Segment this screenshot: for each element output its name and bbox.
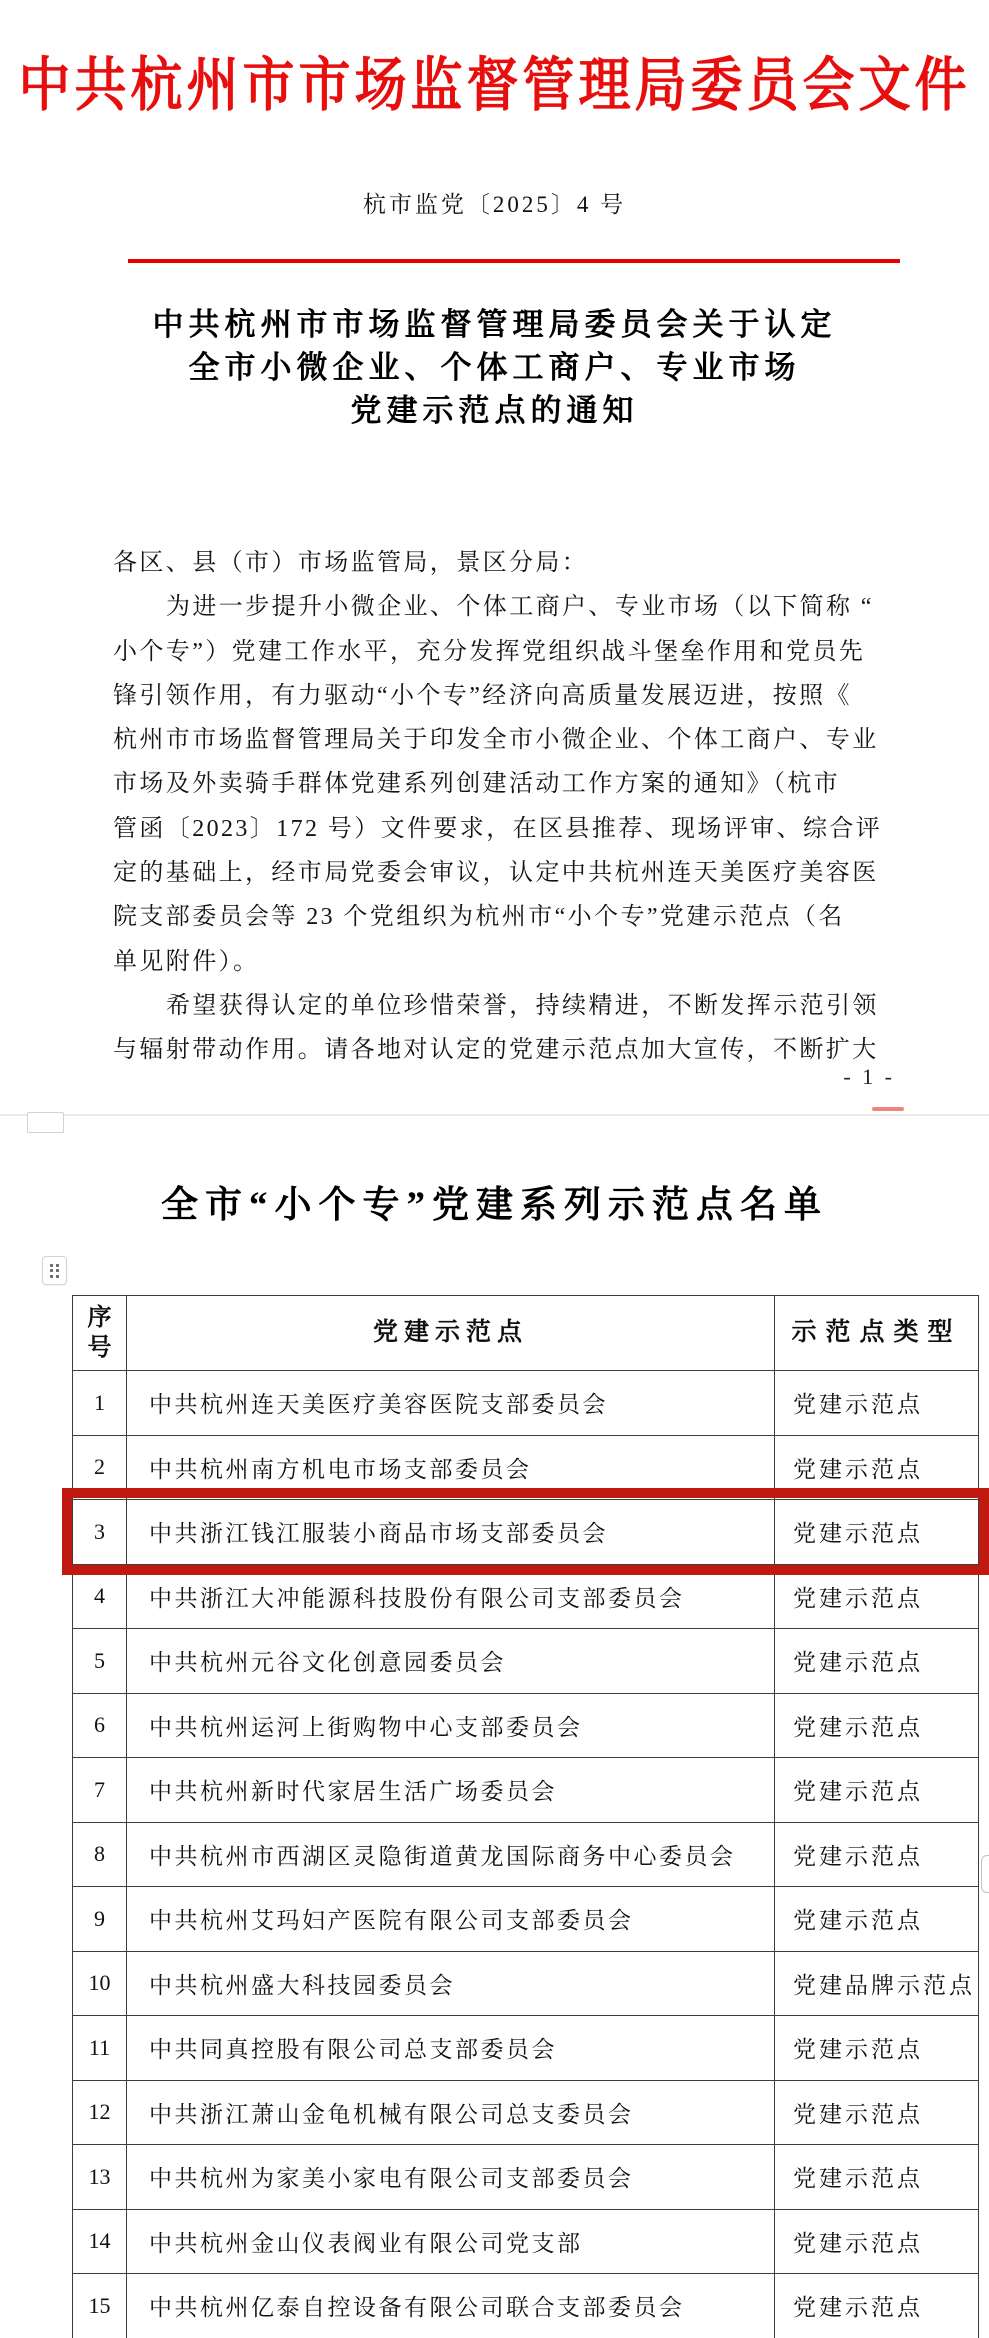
table-cell-name: 中共杭州新时代家居生活广场委员会 (127, 1758, 775, 1823)
table-cell-type: 党建示范点 (775, 2274, 979, 2338)
table-row (73, 1822, 979, 1887)
document-title-line: 全市小微企业、个体工商户、专业市场 (188, 350, 801, 385)
document-body-line: 希望获得认定的单位珍惜荣誉，持续精进，不断发挥示范引领 (166, 992, 879, 1019)
document-body-line: 各区、县（市）市场监管局，景区分局： (113, 550, 589, 576)
document-body (113, 541, 913, 1073)
table-cell-name: 中共浙江大冲能源科技股份有限公司支部委员会 (127, 1564, 775, 1629)
document-title-line: 党建示范点的通知 (350, 393, 639, 428)
page-number: - 1 - (843, 1064, 895, 1089)
table-row (73, 1887, 979, 1952)
table-cell-no: 2 (73, 1435, 127, 1500)
table-cell-name: 中共杭州为家美小家电有限公司支部委员会 (127, 2145, 775, 2210)
drag-dots-icon (50, 1264, 59, 1278)
red-mark (872, 1107, 904, 1111)
document-title-line: 中共杭州市市场监督管理局委员会关于认定 (152, 307, 837, 342)
table-cell-type: 党建示范点 (775, 1693, 979, 1758)
table-row (73, 2145, 979, 2210)
document-org-header: 中共杭州市市场监督管理局委员会文件 (18, 54, 971, 119)
table-cell-type: 党建示范点 (775, 1500, 979, 1565)
table-row (73, 2274, 979, 2338)
column-header-no: 序号 (73, 1296, 127, 1371)
table-cell-no: 12 (73, 2080, 127, 2145)
attachment-title: 全市“小个专”党建系列示范点名单 (161, 1185, 828, 1226)
table-cell-no: 3 (73, 1500, 127, 1565)
table-cell-no: 13 (73, 2145, 127, 2210)
document-title (0, 303, 989, 432)
document-body-line: 管函〔2023〕172 号）文件要求，在区县推荐、现场评审、综合评 (113, 815, 883, 842)
table-cell-name: 中共杭州金山仪表阀业有限公司党支部 (127, 2209, 775, 2274)
document-body-line: 院支部委员会等 23 个党组织为杭州市“小个专”党建示范点（名 (113, 904, 845, 931)
page-separator (0, 1114, 989, 1116)
table-cell-no: 1 (73, 1371, 127, 1436)
table-row (73, 1951, 979, 2016)
document-body-line: 定的基础上，经市局党委会审议，认定中共杭州连天美医疗美容医 (113, 860, 879, 887)
table-row (73, 1693, 979, 1758)
table-cell-name: 中共杭州盛大科技园委员会 (127, 1951, 775, 2016)
table-cell-no: 15 (73, 2274, 127, 2338)
column-header-type: 示范点类型 (775, 1296, 979, 1371)
drag-handle-icon[interactable] (42, 1256, 67, 1285)
table-cell-type: 党建示范点 (775, 2209, 979, 2274)
document-body-line: 单见附件）。 (113, 948, 260, 975)
table-cell-name: 中共浙江萧山金龟机械有限公司总支委员会 (127, 2080, 775, 2145)
table-row (73, 2209, 979, 2274)
table-cell-type: 党建品牌示范点 (775, 1951, 979, 2016)
table-cell-no: 8 (73, 1822, 127, 1887)
demo-points-table (72, 1295, 979, 2338)
table-cell-name: 中共杭州亿泰自控设备有限公司联合支部委员会 (127, 2274, 775, 2338)
column-header-name: 党建示范点 (127, 1296, 775, 1371)
table-cell-no: 11 (73, 2016, 127, 2081)
table-cell-type: 党建示范点 (775, 1887, 979, 1952)
table-cell-type: 党建示范点 (775, 1822, 979, 1887)
table-cell-type: 党建示范点 (775, 1371, 979, 1436)
document-body-line: 市场及外卖骑手群体党建系列创建活动工作方案的通知》（杭市 (113, 771, 841, 798)
document-body-line: 锋引领作用，有力驱动“小个专”经济向高质量发展迈进，按照《 (113, 682, 852, 709)
table-cell-no: 5 (73, 1629, 127, 1694)
doc-number: 杭市监党〔2025〕4 号 (362, 192, 627, 217)
table-cell-type: 党建示范点 (775, 2145, 979, 2210)
table-cell-name: 中共杭州南方机电市场支部委员会 (127, 1435, 775, 1500)
table-cell-name: 中共浙江钱江服装小商品市场支部委员会 (127, 1500, 775, 1565)
table-cell-name: 中共杭州艾玛妇产医院有限公司支部委员会 (127, 1887, 775, 1952)
table-cell-name: 中共杭州市西湖区灵隐街道黄龙国际商务中心委员会 (127, 1822, 775, 1887)
table-header-row (73, 1296, 979, 1371)
document-body-line: 为进一步提升小微企业、个体工商户、专业市场（以下简称 “ (166, 594, 874, 621)
table-cell-name: 中共杭州连天美医疗美容医院支部委员会 (127, 1371, 775, 1436)
table-row (73, 1629, 979, 1694)
table-cell-type: 党建示范点 (775, 1564, 979, 1629)
table-cell-type: 党建示范点 (775, 1435, 979, 1500)
document-body-line: 小个专”）党建工作水平，充分发挥党组织战斗堡垒作用和党员先 (113, 638, 866, 665)
table-cell-no: 10 (73, 1951, 127, 2016)
table-cell-no: 7 (73, 1758, 127, 1823)
table-cell-type: 党建示范点 (775, 2080, 979, 2145)
table-row (73, 2080, 979, 2145)
table-cell-name: 中共杭州元谷文化创意园委员会 (127, 1629, 775, 1694)
page-corner-box (27, 1112, 64, 1133)
document-body-line: 与辐射带动作用。请各地对认定的党建示范点加大宣传，不断扩大 (113, 1037, 879, 1064)
table-cell-type: 党建示范点 (775, 2016, 979, 2081)
table-row-highlighted (73, 1500, 979, 1565)
table-row (73, 1564, 979, 1629)
red-divider (128, 259, 900, 263)
table-row (73, 2016, 979, 2081)
table-cell-no: 6 (73, 1693, 127, 1758)
table-row (73, 1435, 979, 1500)
table-cell-type: 党建示范点 (775, 1758, 979, 1823)
table-cell-name: 中共同真控股有限公司总支部委员会 (127, 2016, 775, 2081)
table-cell-type: 党建示范点 (775, 1629, 979, 1694)
table-row (73, 1371, 979, 1436)
scrollbar-thumb[interactable] (981, 1855, 989, 1893)
table-cell-name: 中共杭州运河上街购物中心支部委员会 (127, 1693, 775, 1758)
table-cell-no: 14 (73, 2209, 127, 2274)
document-body-line: 杭州市市场监督管理局关于印发全市小微企业、个体工商户、专业 (113, 727, 879, 754)
table-cell-no: 9 (73, 1887, 127, 1952)
table-row (73, 1758, 979, 1823)
table-cell-no: 4 (73, 1564, 127, 1629)
